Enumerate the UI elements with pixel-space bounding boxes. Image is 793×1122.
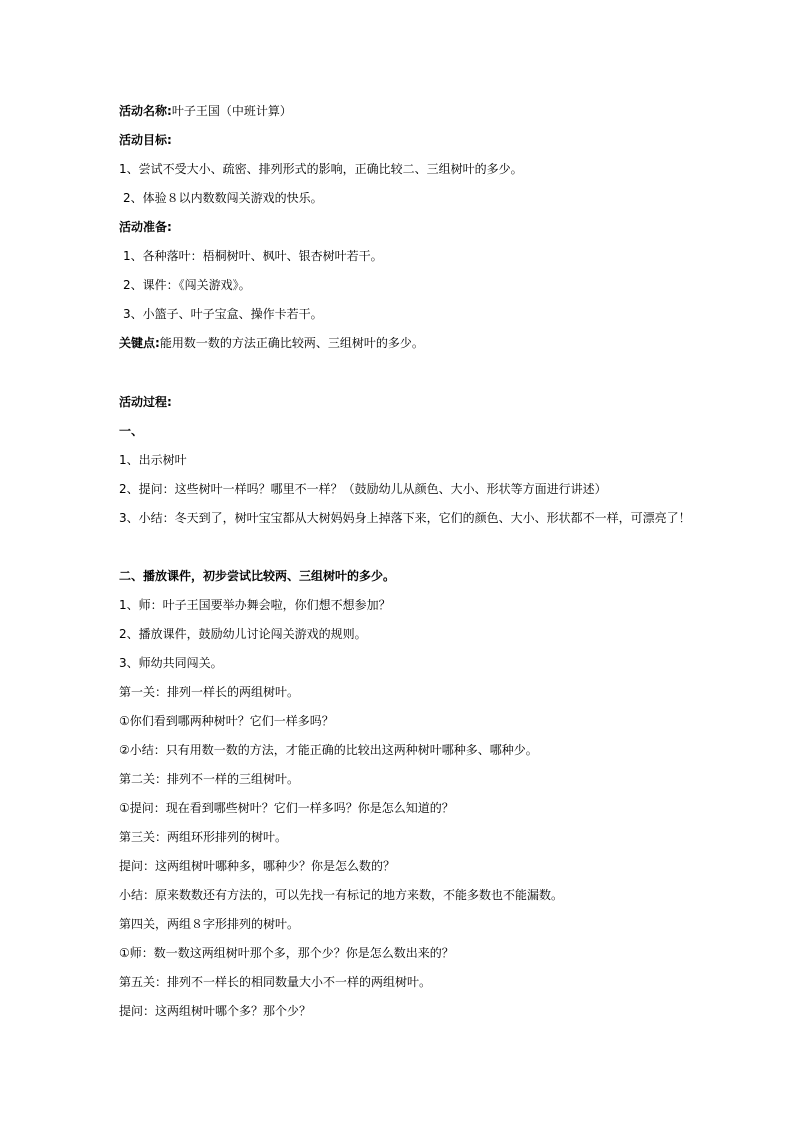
level1-title: 第一关：排列一样长的两组树叶。	[119, 685, 300, 699]
goal-item-2: 2、体验８以内数数闯关游戏的快乐。	[123, 191, 323, 205]
part2-heading: 二、播放课件，初步尝试比较两、三组树叶的多少。	[119, 569, 396, 583]
part1-item-1: 1、出示树叶	[119, 453, 187, 467]
activity-name-line	[119, 103, 292, 119]
level3-title: 第三关：两组环形排列的树叶。	[119, 830, 288, 844]
level2-question: ①提问：现在看到哪些树叶？它们一样多吗？你是怎么知道的？	[119, 801, 454, 815]
level4-title: 第四关，两组８字形排列的树叶。	[119, 917, 300, 931]
part2-item-3: 3、师幼共同闯关。	[119, 656, 223, 670]
prep-item-2: 2、课件：《闯关游戏》。	[123, 278, 251, 292]
level3-question: 提问：这两组树叶哪种多，哪种少？你是怎么数的？	[119, 859, 396, 873]
level5-question: 提问：这两组树叶哪个多？那个少？	[119, 1004, 312, 1018]
part2-item-1: 1、师：叶子王国要举办舞会啦，你们想不想参加？	[119, 598, 391, 612]
part1-heading: 一、	[119, 424, 144, 438]
level3-summary: 小结：原来数数还有方法的，可以先找一有标记的地方来数，不能多数也不能漏数。	[119, 888, 564, 902]
level1-summary: ②小结：只有用数一数的方法，才能正确的比较出这两种树叶哪种多、哪种少。	[119, 743, 538, 757]
key-point-value: 能用数一数的方法正确比较两、三组树叶的多少。	[159, 336, 424, 350]
part1-item-3: 3、小结：冬天到了，树叶宝宝都从大树妈妈身上掉落下来，它们的颜色、大小、形状都不一样，可漂亮了！	[119, 511, 691, 525]
prep-heading: 活动准备:	[119, 220, 172, 234]
part2-item-2: 2、播放课件，鼓励幼儿讨论闯关游戏的规则。	[119, 627, 367, 641]
level4-question: ①师：数一数这两组树叶那个多，那个少？你是怎么数出来的？	[119, 946, 454, 960]
goal-item-1: 1、尝试不受大小、疏密、排列形式的影响，正确比较二、三组树叶的多少。	[119, 162, 523, 176]
prep-item-1: 1、各种落叶：梧桐树叶、枫叶、银杏树叶若干。	[123, 249, 383, 263]
activity-name-label: 活动名称:	[119, 104, 172, 118]
goals-heading: 活动目标:	[119, 133, 172, 147]
level1-question: ①你们看到哪两种树叶？它们一样多吗？	[119, 714, 334, 728]
activity-name-value: 叶子王国（中班计算）	[171, 104, 292, 118]
key-point-line	[119, 335, 424, 351]
key-point-label: 关键点:	[119, 336, 160, 350]
part1-item-2: 2、提问：这些树叶一样吗？哪里不一样？（鼓励幼儿从颜色、大小、形状等方面进行讲述）	[119, 482, 607, 496]
level5-title: 第五关：排列不一样长的相同数量大小不一样的两组树叶。	[119, 975, 432, 989]
prep-item-3: 3、小篮子、叶子宝盒、操作卡若干。	[123, 307, 323, 321]
level2-title: 第二关：排列不一样的三组树叶。	[119, 772, 300, 786]
process-heading: 活动过程:	[119, 395, 172, 409]
